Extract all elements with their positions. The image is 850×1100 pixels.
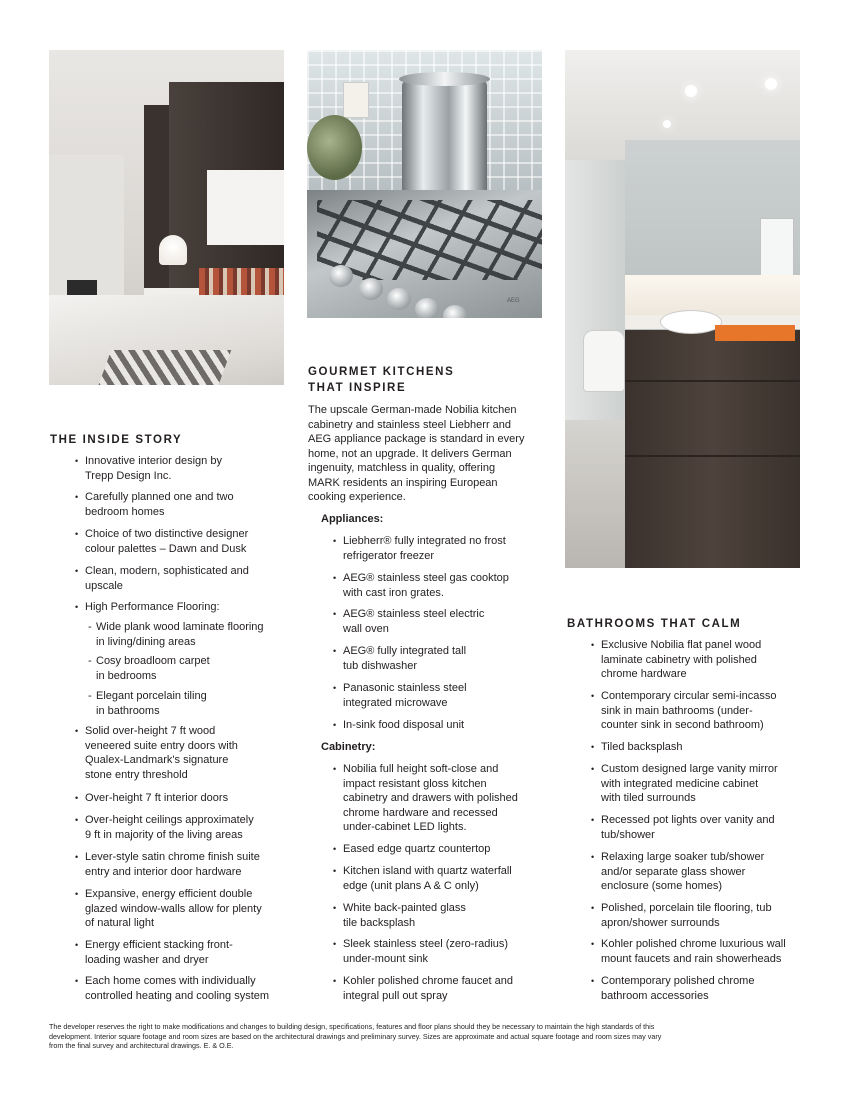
list-item: • Choice of two distinctive designer colour palettes – Dawn and Dusk [75,527,248,556]
list-item: • AEG® stainless steel electric wall oven [333,607,484,636]
bathrooms-heading: BATHROOMS THAT CALM [567,618,742,630]
list-item: • AEG® fully integrated tall tub dishwasher [333,644,466,673]
list-item: • Each home comes with individually controlled heating and cooling system [75,974,269,1003]
list-item: • High Performance Flooring: [75,600,220,615]
flooring-subitem: - Wide plank wood laminate flooring in living/dining areas [88,620,264,649]
flooring-subitem: - Cosy broadloom carpet in bedrooms [88,654,210,683]
disclaimer: The developer reserves the right to make modifications and changes to building design, specifications, features and floor plans should they be necessary to maintain the high standards of this development. Interior square footage and room sizes are based on the architectural drawings and preliminary survey. Sizes are approximate and actual square footage and room sizes may vary from the final survey and architectural drawings. E. & O.E. [49,1022,662,1050]
list-item: • Panasonic stainless steel integrated microwave [333,681,467,710]
kitchen-photo [307,50,542,318]
list-item: • Contemporary polished chrome bathroom accessories [591,974,754,1003]
inside-story-heading: THE INSIDE STORY [50,434,183,446]
bedroom-photo [49,50,284,385]
list-item: • Eased edge quartz countertop [333,842,490,857]
list-item: • Custom designed large vanity mirror with integrated medicine cabinet with tiled surrounds [591,762,778,806]
kitchens-intro: The upscale German-made Nobilia kitchen cabinetry and stainless steel Liebherr and AEG appliance package is standard in every home, not an upgrade. It delivers German ingenuity, matchless in quality, offering MARK residents an inspiring European cooking experience. [308,404,525,503]
list-item: • Polished, porcelain tile flooring, tub apron/shower surrounds [591,901,772,930]
kitchens-heading: GOURMET KITCHENS THAT INSPIRE [308,366,455,394]
list-item: • Kitchen island with quartz waterfall edge (unit plans A & C only) [333,864,512,893]
list-item: • Tiled backsplash [591,740,683,755]
list-item: • Liebherr® fully integrated no frost refrigerator freezer [333,534,506,563]
bathroom-photo [565,50,800,568]
list-item: • Relaxing large soaker tub/shower and/or separate glass shower enclosure (some homes) [591,850,764,894]
list-item: • White back-painted glass tile backsplash [333,901,466,930]
flooring-subitem: - Elegant porcelain tiling in bathrooms [88,689,207,718]
list-item: • Over-height 7 ft interior doors [75,791,228,806]
list-item: • AEG® stainless steel gas cooktop with cast iron grates. [333,571,509,600]
appliances-label: Appliances: [321,513,384,525]
list-item: • Kohler polished chrome faucet and integral pull out spray [333,974,513,1003]
cabinetry-label: Cabinetry: [321,741,376,753]
list-item: • Sleek stainless steel (zero-radius) under-mount sink [333,937,508,966]
cooktop-brand-mark: AEG [507,298,520,304]
list-item: • Clean, modern, sophisticated and upscale [75,564,249,593]
list-item: • Carefully planned one and two bedroom homes [75,490,234,519]
list-item: • Energy efficient stacking front- loading washer and dryer [75,938,233,967]
list-item: • Kohler polished chrome luxurious wall mount faucets and rain showerheads [591,937,786,966]
list-item: • Solid over-height 7 ft wood veneered suite entry doors with Qualex-Landmark's signature stone entry threshold [75,724,238,782]
list-item: • Nobilia full height soft-close and impact resistant gloss kitchen cabinetry and drawers with polished chrome hardware and recessed under-cabinet LED lights. [333,762,518,835]
list-item: • In-sink food disposal unit [333,718,464,733]
list-item: • Expansive, energy efficient double glazed window-walls allow for plenty of natural light [75,887,262,931]
list-item: • Over-height ceilings approximately 9 ft in majority of the living areas [75,813,254,842]
list-item: • Lever-style satin chrome finish suite entry and interior door hardware [75,850,260,879]
list-item: • Contemporary circular semi-incasso sink in main bathrooms (under- counter sink in second bathroom) [591,689,776,733]
list-item: • Recessed pot lights over vanity and tub/shower [591,813,775,842]
list-item: • Innovative interior design by Trepp Design Inc. [75,454,222,483]
list-item: • Exclusive Nobilia flat panel wood laminate cabinetry with polished chrome hardware [591,638,761,682]
